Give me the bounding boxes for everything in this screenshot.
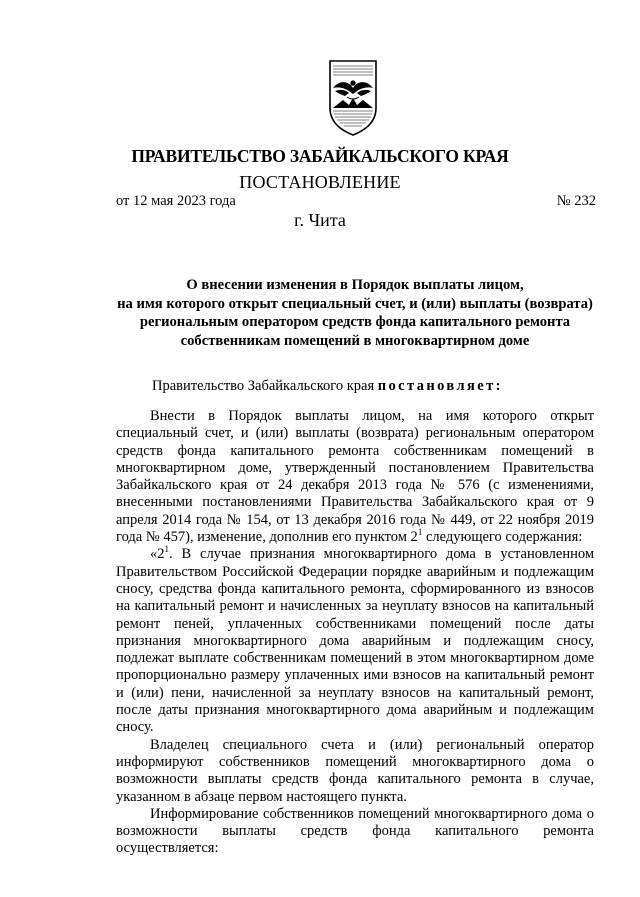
decree-subject: Правительство Забайкальского края [152, 378, 375, 394]
paragraph: Информирование собственников помещений многоквартирного дома о возможности выплаты средств фонда капитального ремонта осуществляется: [116, 805, 594, 857]
zabaykalsky-coat-of-arms-icon [327, 58, 379, 138]
paragraph-text: . В случае признания многоквартирного дома в установленном Правительством Российской Федерации порядке аварийным и подлежащим сносу, средства фонда капитального ремонта, сформированного из взносов на капитальный ремонт и начисленных за неуплату взносов на капитальный ремонт пеней, уплаченных собственниками помещений после даты признания многоквартирного дома аварийным и подлежащим сносу, подлежат выплате собственникам помещений в этом многоквартирном доме пропорционально размеру уплаченных ими взносов на капитальный ремонт и (или) пени, начисленной за неуплату взносов на капитальный ремонт, после даты признания многоквартирного дома аварийным и подлежащим сносу. [116, 546, 594, 736]
organization-name: ПРАВИТЕЛЬСТВО ЗАБАЙКАЛЬСКОГО КРАЯ [131, 146, 509, 166]
superscript: 1 [164, 544, 169, 555]
superscript: 1 [417, 527, 423, 538]
title-line: собственникам помещений в многоквартирном доме [180, 332, 530, 349]
decree-verb: постановляет: [377, 378, 503, 394]
title-line: О внесении изменения в Порядок выплаты лицом, [186, 277, 524, 293]
document-city: г. Чита [294, 210, 346, 230]
paragraph [116, 546, 594, 736]
document-type: ПОСТАНОВЛЕНИЕ [239, 172, 401, 192]
document-date: от 12 мая 2023 года [116, 193, 236, 209]
paragraph-text: Внести в Порядок выплаты лицом, на имя которого открыт специальный счет, и (или) выплаты (возврата) региональным оператором средств фонда капитального ремонта собственникам помещений в многоквартирном доме, утвержденный постановлением Правительства Забайкальского края от 24 декабря 2013 года № 576 (с изменениями, внесенными постановлениями Правительства Забайкальского края от 9 апреля 2014 года № 154, от 13 декабря 2016 года № 449, от 22 ноября 2019 года № 457), изменение, дополнив его пунктом 2 [116, 408, 594, 546]
document-number: № 232 [556, 193, 596, 209]
paragraph: Владелец специального счета и (или) региональный оператор информируют собственников помещений многоквартирного дома о возможности выплаты средств фонда капитального ремонта в случае, указанном в абзаце первом настоящего пункта. [116, 736, 594, 805]
document-title [110, 276, 600, 350]
decree-statement [152, 378, 503, 395]
paragraph [116, 408, 594, 546]
paragraph-text: «2 [150, 546, 165, 563]
paragraph-text: следующего содержания: [422, 529, 583, 546]
document-body [116, 408, 594, 858]
title-line: на имя которого открыт специальный счет, и (или) выплаты (возврата) [117, 295, 593, 312]
title-line: региональным оператором средств фонда капитального ремонта [139, 314, 571, 331]
